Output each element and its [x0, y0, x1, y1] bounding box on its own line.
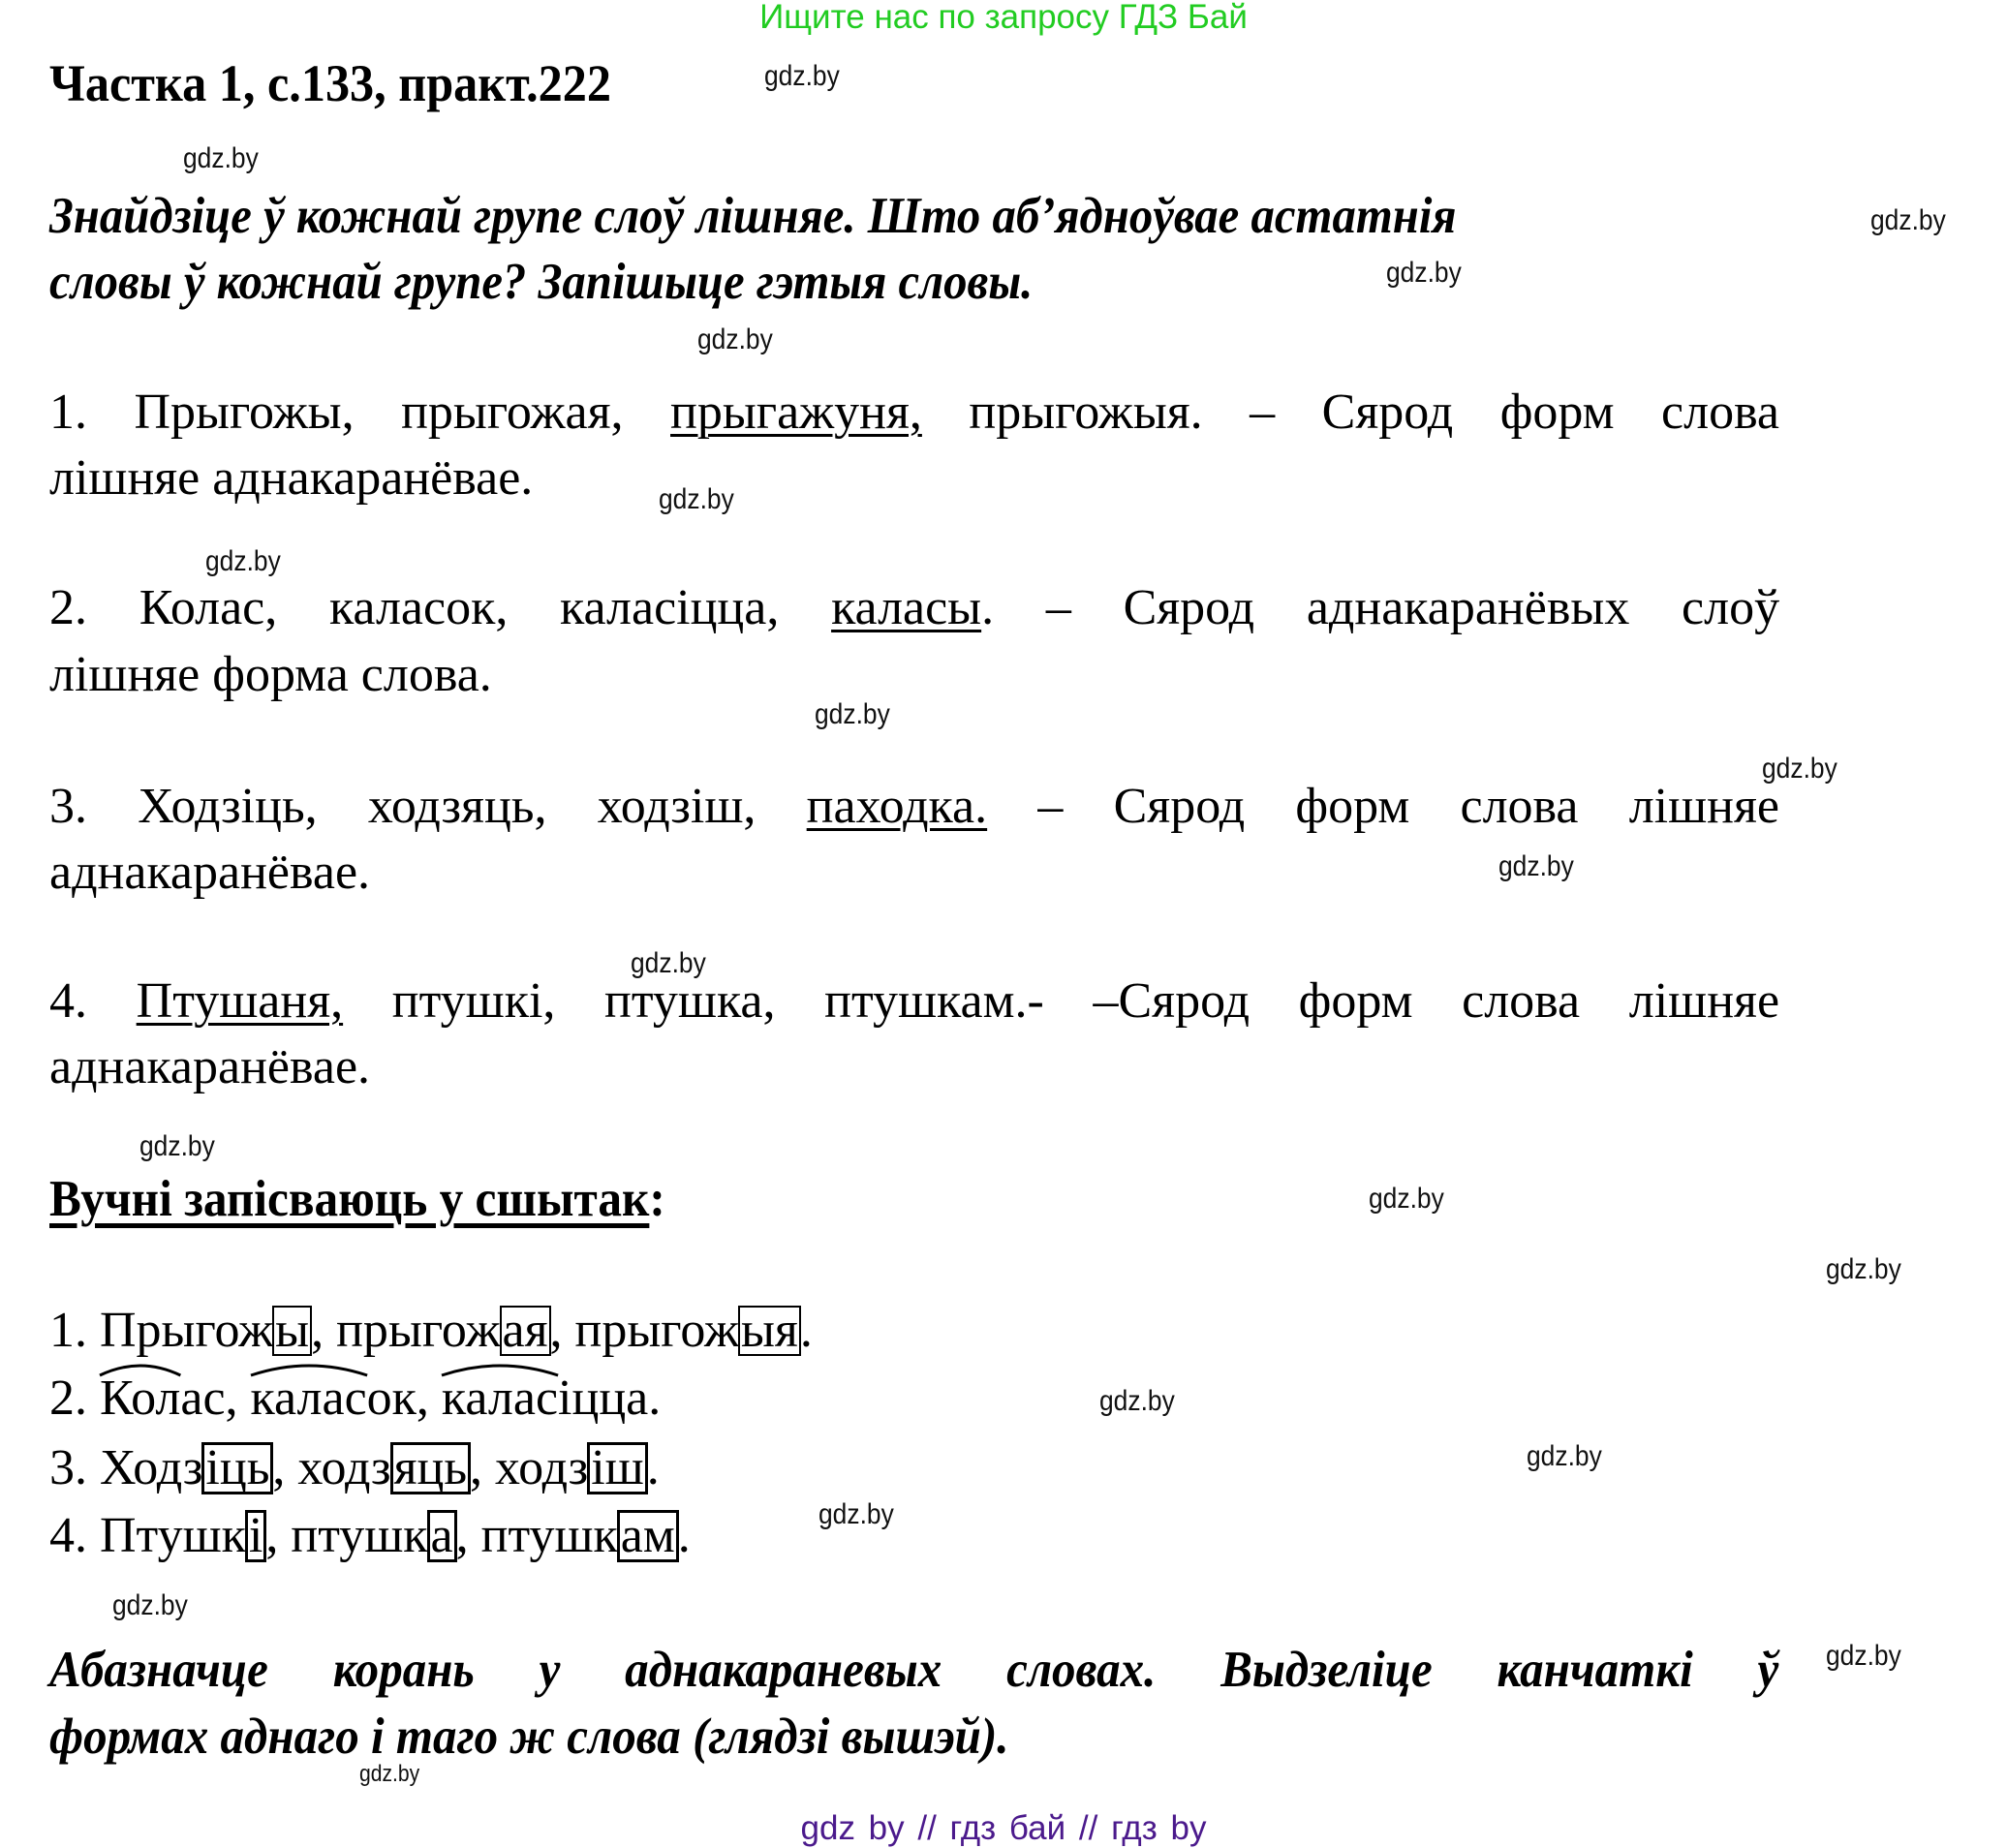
watermark: gdz.by — [815, 698, 890, 730]
root-mark: калас — [442, 1370, 558, 1427]
answer-item-1 — [49, 384, 1779, 441]
ending-box: і — [245, 1510, 266, 1562]
watermark: gdz.by — [1527, 1440, 1602, 1472]
item-words: Ходзіць, ходзяць, ходзіш, — [138, 779, 756, 834]
root-arc-icon — [251, 1362, 367, 1377]
odd-word: паходка. — [806, 779, 988, 834]
item-number: 1. — [49, 385, 87, 440]
ending-box: іць — [201, 1442, 273, 1494]
watermark: gdz.by — [183, 142, 259, 174]
item-explanation-dot: . — [981, 580, 995, 635]
item-words: Колас, каласок, каласіцца, — [139, 580, 780, 635]
watermark: gdz.by — [1099, 1385, 1175, 1417]
answer-item-2-line-2: лішняе форма слова. — [49, 647, 492, 702]
final-instruction-line-2: формах аднаго і таго ж слова (глядзі вышэй). — [49, 1709, 1009, 1765]
watermark: gdz.by — [112, 1589, 188, 1621]
watermark: gdz.by — [697, 323, 773, 355]
watermark: gdz.by — [139, 1130, 215, 1162]
ending-box: яць — [390, 1442, 471, 1494]
root-arc-icon — [100, 1362, 180, 1377]
ending-box: ы — [272, 1306, 312, 1356]
search-banner: Ищите нас по запросу ГДЗ Бай — [759, 0, 1248, 36]
page-title: Частка 1, с.133, практ.222 — [49, 54, 611, 112]
watermark: gdz.by — [764, 60, 840, 92]
item-explanation: птушкі, птушка, птушкам.- –Сярод форм слова лішняе — [391, 973, 1780, 1029]
root-mark: калас — [251, 1370, 367, 1427]
watermark: gdz.by — [1369, 1183, 1444, 1215]
notebook-line-1: 1. Прыгожы, прыгожая, прыгожыя. — [49, 1303, 813, 1358]
item-words: Прыгожы, прыгожая, — [134, 385, 624, 440]
ending-box: ам — [617, 1510, 679, 1562]
watermark: gdz.by — [631, 947, 706, 979]
watermark: gdz.by — [1498, 850, 1574, 882]
notebook-heading-text: Вучні запісваюць у сшытак — [49, 1171, 650, 1227]
watermark: gdz.by — [205, 545, 281, 577]
notebook-line-4: 4. Птушкі, птушка, птушкам. — [49, 1508, 691, 1563]
answer-item-2: 2. Колас, каласок, каласіцца, каласы. – Сярод аднакаранёвых слоў — [49, 580, 1780, 635]
answer-item-4-line-2: аднакаранёвае. — [49, 1039, 371, 1094]
watermark: gdz.by — [359, 1761, 420, 1787]
watermark: gdz.by — [1386, 257, 1462, 289]
answer-item-3-line-2: аднакаранёвае. — [49, 845, 371, 900]
notebook-heading — [49, 1170, 665, 1228]
notebook-heading-colon: : — [649, 1171, 665, 1227]
instruction-line-2: словы ў кожнай групе? Запішыце гэтыя словы. — [49, 254, 1034, 310]
odd-word: прыгажуня, — [670, 385, 922, 440]
ending-box: ая — [500, 1306, 551, 1356]
root-arc-icon — [442, 1362, 558, 1377]
item-explanation: – Сярод форм слова лішняе — [1037, 779, 1779, 834]
odd-word: Птушаня, — [136, 973, 344, 1029]
odd-word: каласы — [831, 580, 982, 635]
root-mark: Кол — [100, 1370, 180, 1427]
ending-box: ыя — [738, 1306, 801, 1356]
watermark: gdz.by — [1762, 753, 1837, 785]
answer-item-4 — [49, 972, 1779, 1030]
item-number: 3. — [49, 779, 87, 834]
watermark: gdz.by — [1870, 204, 1946, 236]
notebook-line-3: 3. Ходзіць, ходзяць, ходзіш. — [49, 1440, 660, 1495]
item-number: 2. — [49, 580, 87, 635]
watermark: gdz.by — [659, 483, 734, 515]
ending-box: іш — [587, 1442, 648, 1494]
item-explanation: прыгожыя. – Сярод форм слова — [969, 385, 1780, 440]
instruction-line-1: Знайдзіце ў кожнай групе слоў лішняе. Што аб’ядноўвае астатнія — [49, 188, 1457, 244]
answer-item-3 — [49, 778, 1779, 835]
watermark: gdz.by — [818, 1498, 894, 1530]
item-explanation: – — [1045, 580, 1071, 635]
footer-links: gdz by // гдз бай // гдз by — [800, 1809, 1207, 1847]
watermark: gdz.by — [1826, 1640, 1901, 1672]
final-instruction-line-1: Абазначце корань у аднакараневых словах. Выдзеліце канчаткі ў — [49, 1642, 1779, 1698]
notebook-line-2: 2. Колас, каласок, каласіцца. — [49, 1370, 661, 1427]
ending-box: а — [427, 1510, 457, 1562]
item-number: 4. — [49, 973, 87, 1029]
answer-item-1-line-2: лішняе аднакаранёвае. — [49, 450, 534, 506]
watermark: gdz.by — [1826, 1253, 1901, 1285]
